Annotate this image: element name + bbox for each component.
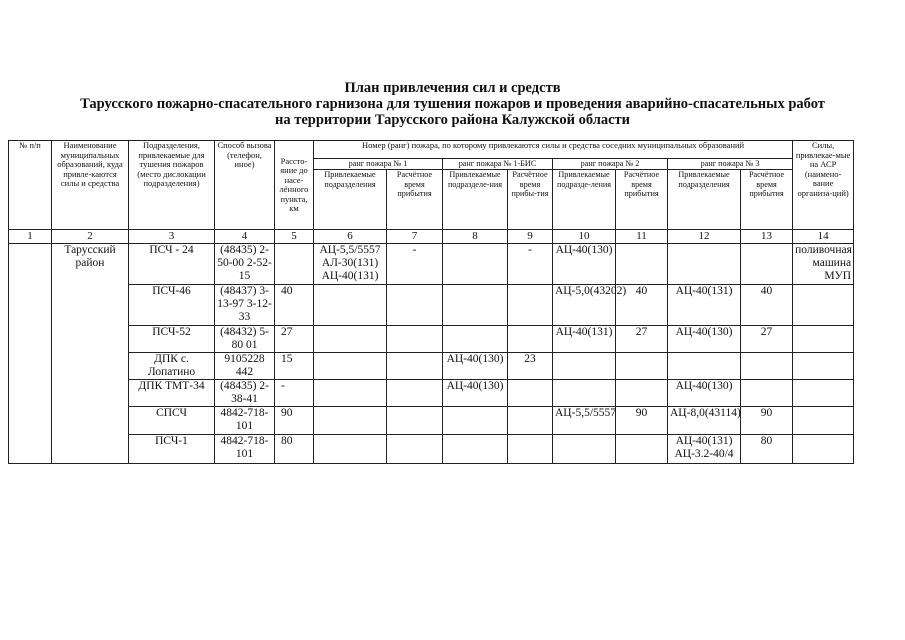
- column-number-row: [9, 230, 854, 244]
- rank3-time: 90: [741, 407, 793, 435]
- column-number: 6: [314, 230, 387, 244]
- table-row: [9, 407, 854, 435]
- rank1-time: -: [387, 244, 443, 285]
- rankbis-time: -: [508, 244, 553, 285]
- header-distance: Рассто-яние до насе-лённого пункта, км: [275, 141, 314, 230]
- call-phone: 4842-718-101: [215, 407, 275, 435]
- rank2-units: [553, 353, 616, 380]
- rank3-units: АЦ-40(131): [668, 285, 741, 326]
- rankbis-time: [508, 407, 553, 435]
- column-number: 2: [52, 230, 129, 244]
- unit-name: ДПК ТМТ-34: [129, 380, 215, 407]
- document-title-line2: Тарусского пожарно-спасательного гарнизона для тушения пожаров и проведения аварийно-спасательных работ: [80, 96, 825, 112]
- table-row: [9, 380, 854, 407]
- asr-forces: [793, 435, 854, 464]
- call-phone: (48437) 3-13-97 3-12-33: [215, 285, 275, 326]
- rank2-units: [553, 435, 616, 464]
- rank1-time: [387, 353, 443, 380]
- rankbis-time: [508, 285, 553, 326]
- table-row: [9, 285, 854, 326]
- rank1-units: [314, 380, 387, 407]
- header-number: № п/п: [9, 141, 52, 230]
- rankbis-time: [508, 326, 553, 353]
- header-rank2-units: Привлекаемые подразде-ления: [553, 170, 616, 230]
- column-number: 14: [793, 230, 854, 244]
- header-asr-forces: Силы, привлекае-мые на АСР (наимено-вание организа-ций): [793, 141, 854, 230]
- rank2-units: АЦ-40(130): [553, 244, 616, 285]
- unit-name: ПСЧ-52: [129, 326, 215, 353]
- rank3-time: 27: [741, 326, 793, 353]
- unit-name: ПСЧ-46: [129, 285, 215, 326]
- rank3-units: АЦ-40(130): [668, 380, 741, 407]
- rank1-time: [387, 285, 443, 326]
- column-number: 5: [275, 230, 314, 244]
- rankbis-time: 23: [508, 353, 553, 380]
- rank2-time: [616, 380, 668, 407]
- rank2-time: 90: [616, 407, 668, 435]
- table-row: [9, 326, 854, 353]
- table-row: [9, 353, 854, 380]
- header-rank-2: ранг пожара № 2: [553, 159, 668, 170]
- rank1-time: [387, 326, 443, 353]
- rank2-time: 27: [616, 326, 668, 353]
- column-number: 13: [741, 230, 793, 244]
- call-phone: (48432) 5-80 01: [215, 326, 275, 353]
- unit-name: ДПК с. Лопатино: [129, 353, 215, 380]
- rank3-units: [668, 353, 741, 380]
- rankbis-units: АЦ-40(130): [443, 353, 508, 380]
- call-phone: 4842-718-101: [215, 435, 275, 464]
- distance: 80: [275, 435, 314, 464]
- rank2-units: АЦ-5,0(43202): [553, 285, 616, 326]
- rank2-units: АЦ-40(131): [553, 326, 616, 353]
- rank3-time: 40: [741, 285, 793, 326]
- rank3-time: [741, 244, 793, 285]
- distance: [275, 244, 314, 285]
- unit-name: СПСЧ: [129, 407, 215, 435]
- header-municipality: Наименование муниципальных образований, куда привле-каются силы и средства: [52, 141, 129, 230]
- rank1-time: [387, 435, 443, 464]
- rank2-units: АЦ-5,5/5557: [553, 407, 616, 435]
- table-row: [9, 244, 854, 285]
- header-rankbis-time: Расчётное время прибы-тия: [508, 170, 553, 230]
- rankbis-units: АЦ-40(130): [443, 380, 508, 407]
- header-rank-1: ранг пожара № 1: [314, 159, 443, 170]
- rank3-time: [741, 380, 793, 407]
- rank1-time: [387, 407, 443, 435]
- rank1-units: [314, 407, 387, 435]
- call-phone: 9105228 442: [215, 353, 275, 380]
- rank3-time: 80: [741, 435, 793, 464]
- header-rank-1-bis: ранг пожара № 1-БИС: [443, 159, 553, 170]
- column-number: 11: [616, 230, 668, 244]
- document-title-line3: на территории Тарусского района Калужской области: [274, 112, 631, 128]
- asr-forces: [793, 326, 854, 353]
- header-rank1-time: Расчётное время прибытия: [387, 170, 443, 230]
- rank1-units: [314, 435, 387, 464]
- asr-forces: [793, 407, 854, 435]
- table-row: [9, 435, 854, 464]
- distance: 90: [275, 407, 314, 435]
- rank3-units: [668, 244, 741, 285]
- distance: -: [275, 380, 314, 407]
- rank3-time: [741, 353, 793, 380]
- rank3-units: АЦ-8,0(43114): [668, 407, 741, 435]
- column-number: 1: [9, 230, 52, 244]
- rankbis-units: [443, 244, 508, 285]
- header-rank2-time: Расчётное время прибытия: [616, 170, 668, 230]
- rank1-units: [314, 285, 387, 326]
- rankbis-units: [443, 326, 508, 353]
- call-phone: (48435) 2-38-41: [215, 380, 275, 407]
- forces-plan-table: [8, 140, 854, 464]
- asr-forces: [793, 380, 854, 407]
- header-rank3-time: Расчётное время прибытия: [741, 170, 793, 230]
- header-rank-3: ранг пожара № 3: [668, 159, 793, 170]
- column-number: 10: [553, 230, 616, 244]
- column-number: 3: [129, 230, 215, 244]
- rank1-units: [314, 353, 387, 380]
- rank2-time: [616, 244, 668, 285]
- column-number: 8: [443, 230, 508, 244]
- asr-forces: [793, 285, 854, 326]
- distance: 27: [275, 326, 314, 353]
- unit-name: ПСЧ - 24: [129, 244, 215, 285]
- document-title-line1: План привлечения сил и средств: [344, 80, 561, 96]
- rank1-time: [387, 380, 443, 407]
- column-number: 7: [387, 230, 443, 244]
- rank1-units: АЦ-5,5/5557 АЛ-30(131) АЦ-40(131): [314, 244, 387, 285]
- district-name: Тарусский район: [52, 244, 129, 464]
- header-rankbis-units: Привлекаемые подразделе-ния: [443, 170, 508, 230]
- rankbis-time: [508, 435, 553, 464]
- distance: 15: [275, 353, 314, 380]
- row-number-cell: [9, 244, 52, 464]
- unit-name: ПСЧ-1: [129, 435, 215, 464]
- column-number: 4: [215, 230, 275, 244]
- rank2-time: [616, 435, 668, 464]
- header-call-method: Способ вызова (телефон, иное): [215, 141, 275, 230]
- asr-forces: [793, 353, 854, 380]
- rank2-units: [553, 380, 616, 407]
- rankbis-units: [443, 435, 508, 464]
- distance: 40: [275, 285, 314, 326]
- rankbis-units: [443, 285, 508, 326]
- header-units: Подразделения, привлекаемые для тушения пожаров (место дислокации подразделения): [129, 141, 215, 230]
- header-rank3-units: Привлекаемые подразделения: [668, 170, 741, 230]
- rank3-units: АЦ-40(131) АЦ-3.2-40/4: [668, 435, 741, 464]
- header-rank1-units: Привлекаемые подразделения: [314, 170, 387, 230]
- asr-forces: поливочная машина МУП: [793, 244, 854, 285]
- rankbis-time: [508, 380, 553, 407]
- rank2-time: [616, 353, 668, 380]
- column-number: 12: [668, 230, 741, 244]
- call-phone: (48435) 2-50-00 2-52-15: [215, 244, 275, 285]
- rankbis-units: [443, 407, 508, 435]
- column-number: 9: [508, 230, 553, 244]
- rank2-time: 40: [616, 285, 668, 326]
- rank3-units: АЦ-40(130): [668, 326, 741, 353]
- rank1-units: [314, 326, 387, 353]
- header-fire-rank-group: Номер (ранг) пожара, по которому привлекаются силы и средства соседних муниципальных образований: [314, 141, 793, 159]
